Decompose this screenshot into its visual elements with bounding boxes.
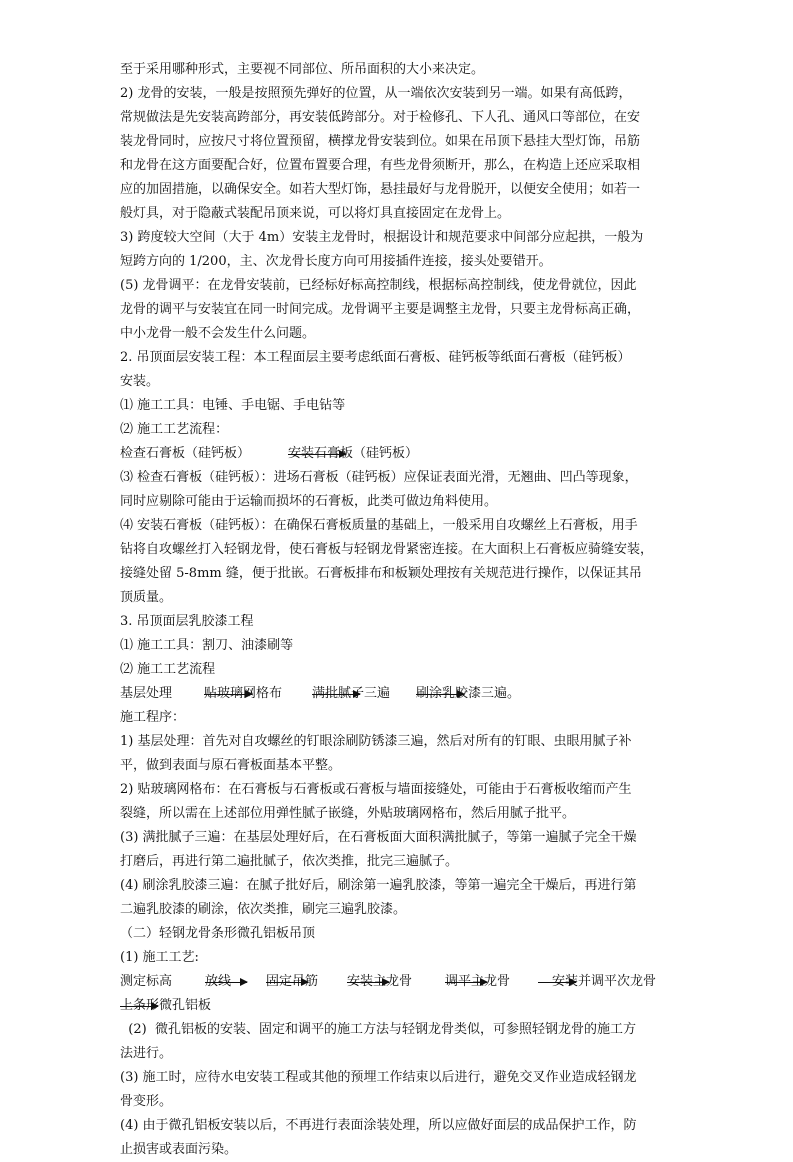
document-body (120, 58, 682, 1162)
text-line: 和龙骨在这方面要配合好，位置布置要合理，有些龙骨须断开，那么，在构造上还应采取相 (120, 158, 641, 173)
text-line: 施工程序： (120, 710, 186, 725)
text-line: 1) 基层处理：首先对自攻螺丝的钉眼涂刷防锈漆三遍，然后对所有的钉眼、虫眼用腻子补 (120, 734, 632, 749)
text-line: ⑴ 施工工具：电锤、手电锯、手电钻等 (120, 398, 346, 413)
process-flow-aluminum (120, 970, 682, 994)
text-line: 至于采用哪种形式，主要视不同部位、所吊面积的大小来决定。 (120, 62, 485, 77)
text-line: 般灯具，对于隐蔽式装配吊顶来说，可以将灯具直接固定在龙骨上。 (120, 206, 511, 221)
flow-step: 安装主龙骨 (347, 974, 413, 989)
text-line: 2) 龙骨的安装，一般是按照预先弹好的位置，从一端依次安装到另一端。如果有高低跨， (120, 86, 632, 101)
text-line: (4) 刷涂乳胶漆三遍：在腻子批好后，刷涂第一遍乳胶漆，等第一遍完全干燥后，再进行第 (120, 878, 637, 893)
process-flow-latex (120, 682, 682, 706)
text-line: 短跨方向的 1/200，主、次龙骨长度方向可用接插件连接，接头处要错开。 (120, 254, 552, 269)
text-line: ⑴ 施工工具：割刀、油漆刷等 (120, 638, 294, 653)
text-line: 2) 贴玻璃网格布：在石膏板与石膏板或石膏板与墙面接缝处，可能由于石膏板收缩而产生 (120, 782, 632, 797)
text-line: 平，做到表面与原石膏板面基本平整。 (120, 758, 342, 773)
flow-step: 基层处理 (120, 686, 173, 701)
text-line: (5) 龙骨调平：在龙骨安装前，已经标好标高控制线，根据标高控制线，使龙骨就位，因此 (120, 278, 637, 293)
flow-step: 调平主龙骨 (445, 974, 511, 989)
text-line: 3) 跨度较大空间（大于 4m）安装主龙骨时，根据设计和规范要求中间部分应起拱，一般为 (120, 230, 644, 245)
section-heading: 2. 吊顶面层安装工程：本工程面层主要考虑纸面石膏板、硅钙板等纸面石膏板（硅钙板） (120, 350, 631, 365)
text-line: 骨变形。 (120, 1094, 173, 1109)
text-line: 裂缝，所以需在上述部位用弹性腻子嵌缝，外贴玻璃网格布，然后用腻子批平。 (120, 806, 576, 821)
flow-step: 安装石膏板（硅钙板） (288, 446, 419, 461)
text-line: 法进行。 (120, 1046, 173, 1061)
flow-step: 刷涂乳胶漆三遍。 (416, 686, 521, 701)
text-line: 打磨后，再进行第二遍批腻子，依次类推，批完三遍腻子。 (120, 854, 459, 869)
text-line: 同时应剔除可能由于运输而损坏的石膏板，此类可做边角料使用。 (120, 494, 498, 509)
flow-step: 固定吊筋 (266, 974, 319, 989)
flow-step: 检查石膏板（硅钙板） (120, 446, 251, 461)
text-line: 中小龙骨一般不会发生什么问题。 (120, 326, 316, 341)
flow-step: 测定标高 (120, 974, 173, 989)
flow-step: 满批腻子三遍 (312, 686, 391, 701)
section-heading: 3. 吊顶面层乳胶漆工程 (120, 614, 254, 629)
text-line: 装龙骨同时，应按尺寸将位置预留，横撑龙骨安装到位。如果在吊顶下悬挂大型灯饰，吊筋 (120, 134, 641, 149)
text-line: (2) 微孔铝板的安装、固定和调平的施工方法与轻钢龙骨类似，可参照轻钢龙骨的施工方 (120, 1022, 636, 1037)
process-flow-gypsum (120, 442, 682, 466)
flow-step: 上条形微孔铝板 (120, 998, 212, 1013)
text-line: 止损害或表面污染。 (120, 1142, 238, 1157)
text-line: 钻将自攻螺丝打入轻钢龙骨，使石膏板与轻钢龙骨紧密连接。在大面积上石膏板应骑缝安装， (120, 542, 654, 557)
text-line: 二遍乳胶漆的刷涂，依次类推，刷完三遍乳胶漆。 (120, 902, 407, 917)
text-line: (3) 施工时，应待水电安装工程或其他的预埋工作结束以后进行，避免交叉作业造成轻钢龙 (120, 1070, 637, 1085)
text-line: 应的加固措施，以确保安全。如若大型灯饰，悬挂最好与龙骨脱开，以便安全使用；如若一 (120, 182, 641, 197)
text-line: ⑷ 安装石膏板（硅钙板）：在确保石膏板质量的基础上，一般采用自攻螺丝上石膏板，用手 (120, 518, 638, 533)
text-line: 安装。 (120, 374, 160, 389)
flow-step: 放线 (205, 974, 232, 989)
text-line: 常规做法是先安装高跨部分，再安装低跨部分。对于检修孔、下人孔、通风口等部位，在安 (120, 110, 641, 125)
text-line: 接缝处留 5-8mm 缝，便于批嵌。石膏板排布和板颖处理按有关规范进行操作，以保证其吊 (120, 566, 642, 581)
text-line: (4) 由于微孔铝板安装以后，不再进行表面涂装处理，所以应做好面层的成品保护工作，防 (120, 1118, 637, 1133)
text-line: ⑵ 施工工艺流程 (120, 662, 216, 677)
text-line: 顶质量。 (120, 590, 173, 605)
flow-step: 安装并调平次龙骨 (552, 974, 657, 989)
section-heading: （二）轻钢龙骨条形微孔铝板吊顶 (120, 926, 316, 941)
flow-step: 贴玻璃网格布 (204, 686, 283, 701)
text-line: (1) 施工工艺: (120, 950, 199, 965)
text-line: 龙骨的调平与安装宜在同一时间完成。龙骨调平主要是调整主龙骨，只要主龙骨标高正确， (120, 302, 641, 317)
text-line: (3) 满批腻子三遍：在基层处理好后，在石膏板面大面积满批腻子，等第一遍腻子完全干燥 (120, 830, 637, 845)
text-line: ⑶ 检查石膏板（硅钙板）：进场石膏板（硅钙板）应保证表面光滑，无翘曲、凹凸等现象， (120, 470, 638, 485)
text-line: ⑵ 施工工艺流程： (120, 422, 229, 437)
process-flow-aluminum-cont (120, 994, 682, 1018)
